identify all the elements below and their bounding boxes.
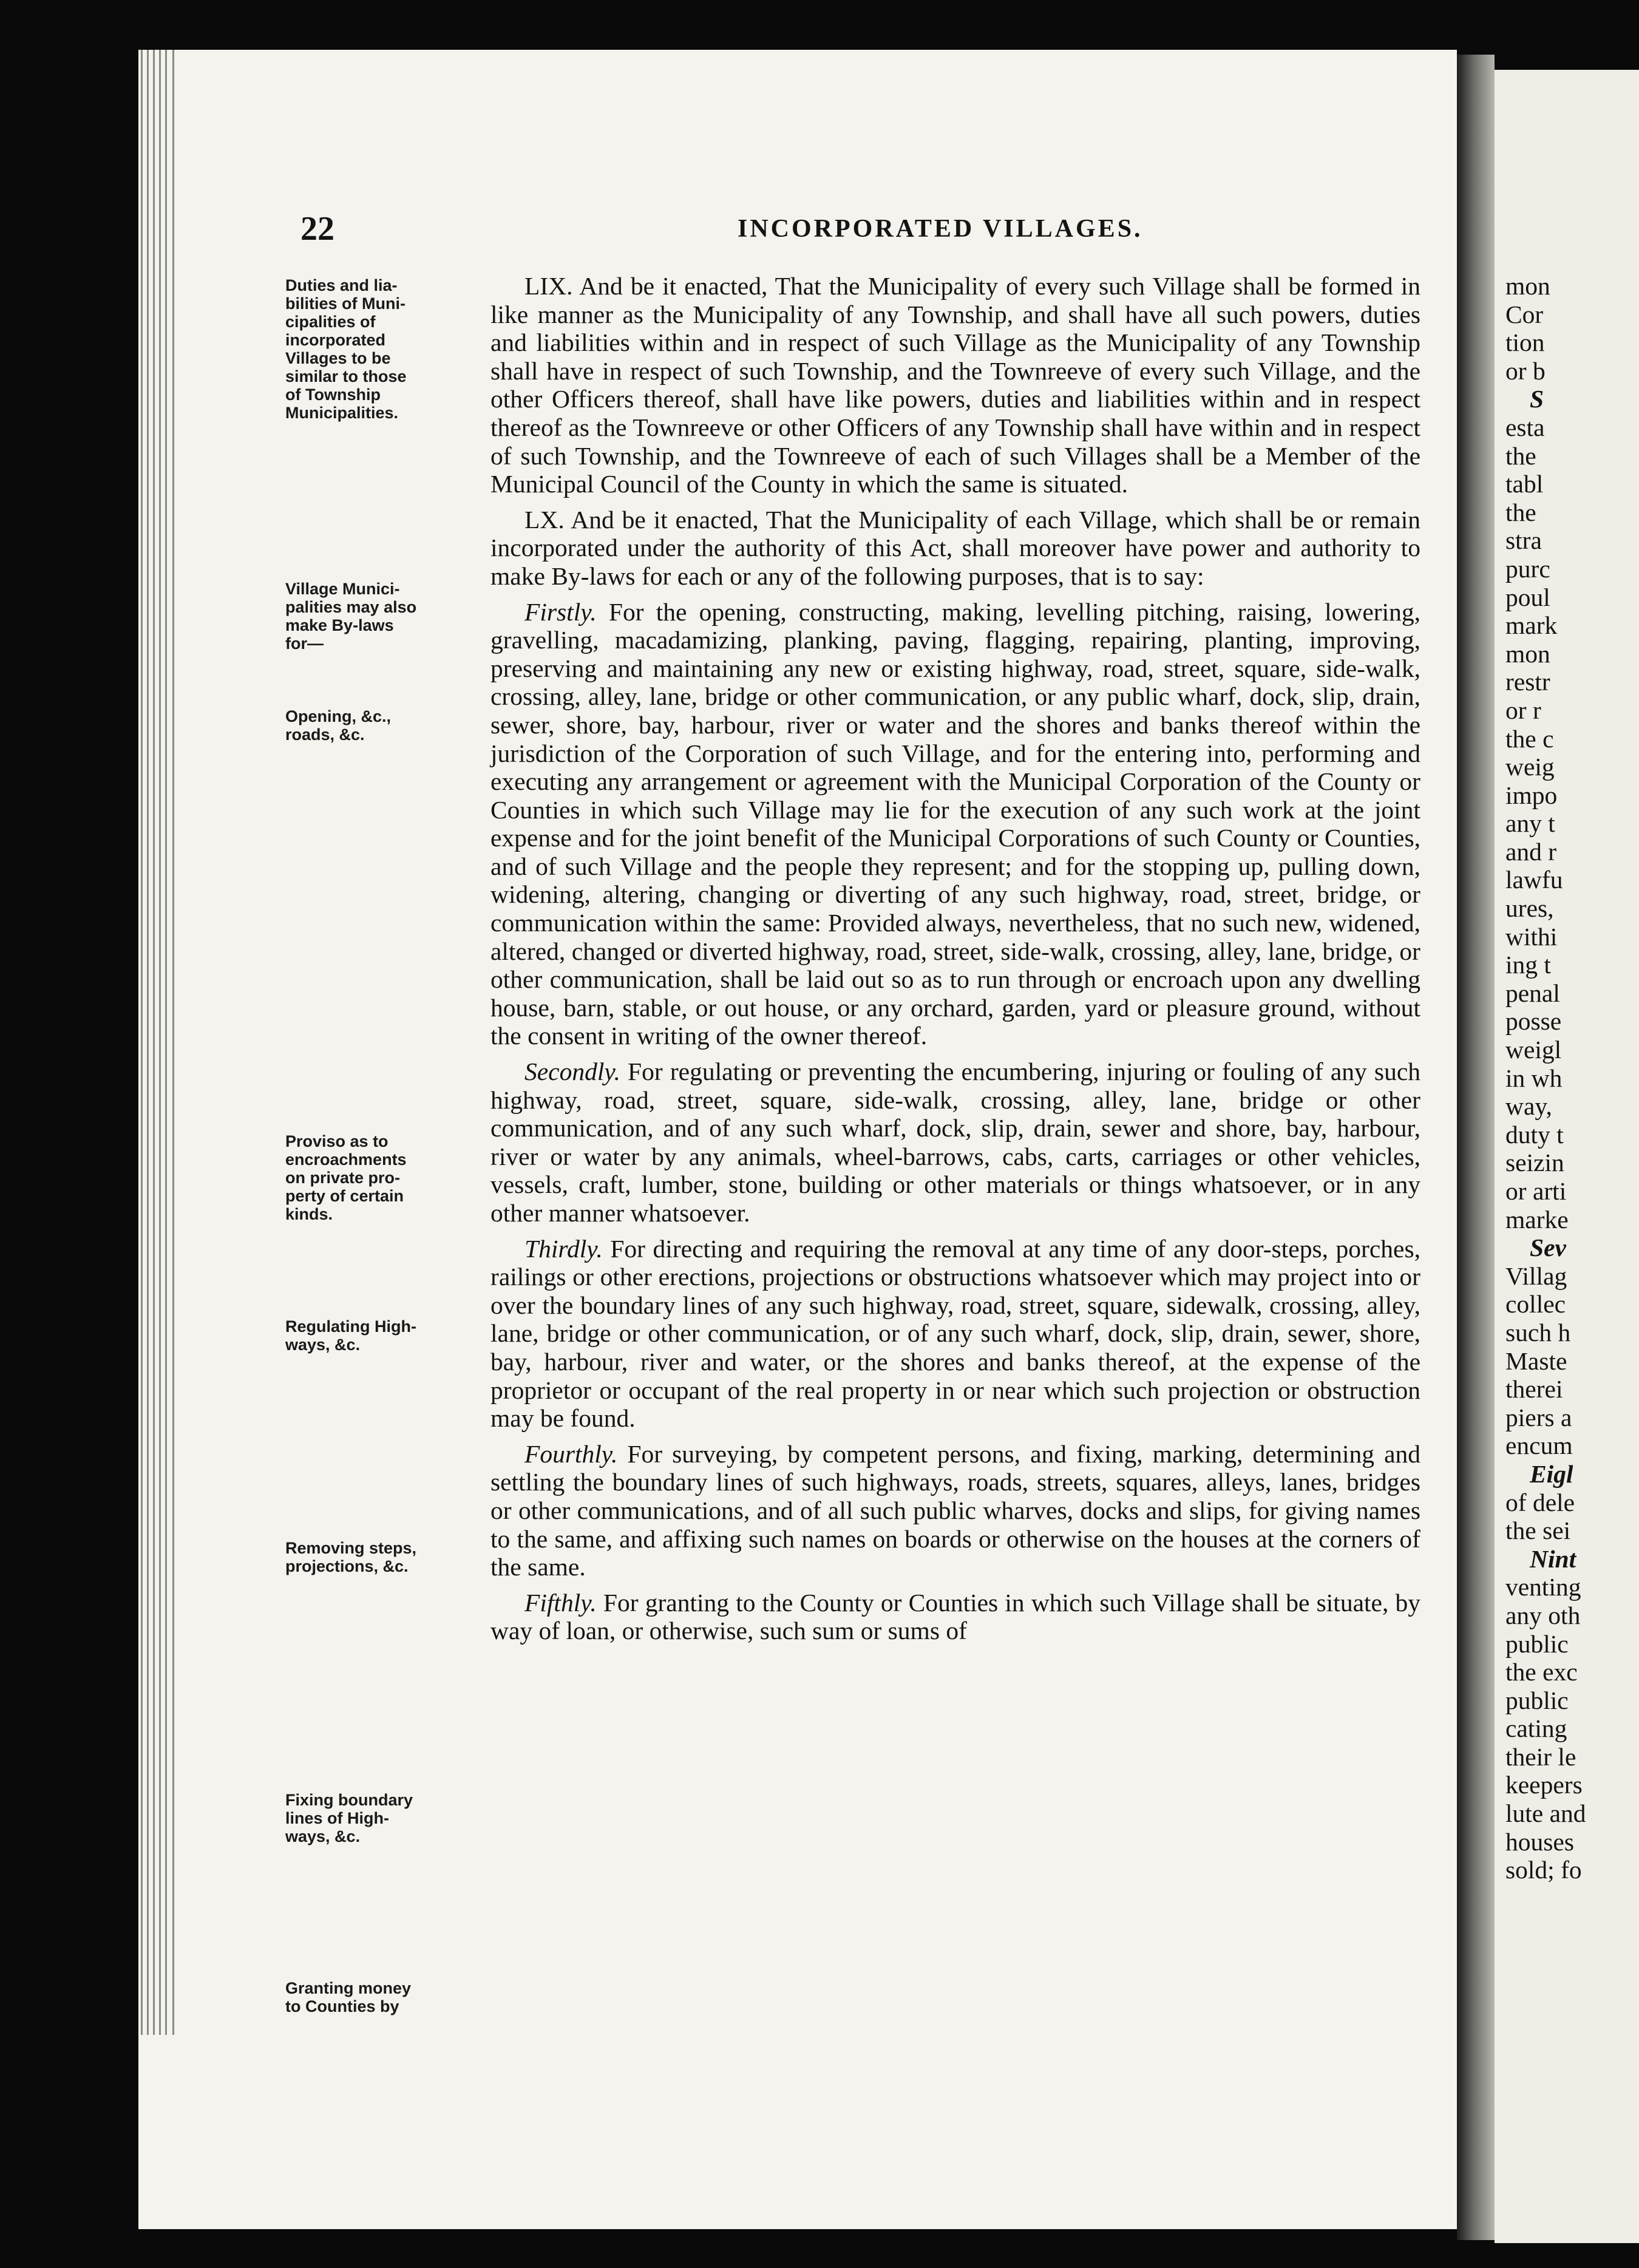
facing-page-line: and r bbox=[1505, 837, 1557, 866]
facing-page-line: encum bbox=[1505, 1431, 1573, 1460]
facing-page-line: weig bbox=[1505, 753, 1555, 781]
facing-page-line: therei bbox=[1505, 1375, 1563, 1404]
facing-page-line: sold; fo bbox=[1505, 1856, 1582, 1884]
margin-note-fixing: Fixing boundary lines of High- ways, &c. bbox=[285, 1791, 413, 1845]
clause-text: For regulating or preventing the encumbering, injuring or fouling of any such highway, road, street, square, side-walk, crossing, alley, lane, bridge or other communication, and of any such wharf, dock, slip, drain, sewer and shore, bay, harbour, river or water by any animals, wheel-barrows, cabs, carts, carriages or other vehicles, vessels, craft, lumber, stone, building or other materials or things whatsoever, or in any other manner whatsoever. bbox=[490, 1058, 1420, 1227]
facing-page-line: Nint bbox=[1530, 1544, 1576, 1573]
facing-page-line: or b bbox=[1505, 356, 1546, 385]
facing-page-line: stra bbox=[1505, 526, 1542, 555]
facing-page-line: S bbox=[1530, 385, 1544, 413]
facing-page-line: posse bbox=[1505, 1007, 1562, 1036]
clause-firstly bbox=[490, 598, 1420, 1051]
facing-page-line: lawfu bbox=[1505, 866, 1563, 894]
facing-page-line: any t bbox=[1505, 809, 1555, 838]
clause-text: For surveying, by competent persons, and fixing, marking, determining and settling the boundary lines of such highways, roads, streets, squares, alleys, lanes, bridges or other communications, and of all such public wharves, docks and slips, for giving names to the same, and affixing such names on boards or otherwise on the houses at the corners of the same. bbox=[490, 1439, 1420, 1581]
clause-lead: Fourthly. bbox=[524, 1439, 618, 1468]
clause-fifthly bbox=[490, 1589, 1420, 1645]
facing-page-line: Villag bbox=[1505, 1261, 1567, 1290]
clause-thirdly bbox=[490, 1235, 1420, 1433]
body-text bbox=[490, 272, 1420, 1652]
facing-page-line: their le bbox=[1505, 1742, 1576, 1771]
facing-page-line: such h bbox=[1505, 1318, 1571, 1346]
facing-page-line: seizin bbox=[1505, 1149, 1564, 1177]
section-lix: LIX. And be it enacted, That the Municipality of every such Village shall be formed in like manner as the Municipality of any Township, and shall have all such powers, duties and liabilities within and in respect of such Village as the Municipality of any Township shall have in respect of such Township, and the Townreeve of every such Village, and the other Officers thereof, shall have like powers, duties and liabilities within and in respect thereof as the Townreeve or other Officers of any Township shall have within and in respect of such Township, and the Townreeve of each of such Villages shall be a Member of the Municipal Council of the County in which the same is situated. bbox=[490, 272, 1420, 498]
facing-page-line: public bbox=[1505, 1686, 1569, 1714]
clause-text: For the opening, constructing, making, levelling pitching, raising, lowering, gravelling, macadamizing, planking, paving, flagging, repairing, planting, improving, preserving and maintaining any new or existing highway, road, street, square, side-walk, crossing, alley, lane, bridge or other communication, or any public wharf, dock, slip, drain, sewer, shore, bay, harbour, river or water and the shores and banks thereof within the jurisdiction of the Corporation of such Village, and for the entering into, performing and executing any arrangement or agreement with the Municipal Corporation of the County or Counties in which such Village may lie for the execution of any such work at the joint expense and for the joint benefit of the Municipal Corporations of such County or Counties, and of such Village and the people they represent; and for the stopping up, pulling down, widening, altering, changing or diverting of any such highway, road, street, bridge, or communication within the same: Provided always, nevertheless, that no such new, widened, altered, changed or diverted highway, road, street, side-walk, crossing, alley, lane, bridge, or other communication, shall be laid out so as to run through or encroach upon any dwelling house, barn, stable, or out house, or any orchard, garden, yard or pleasure ground, without the consent in writing of the owner thereof. bbox=[490, 597, 1420, 1050]
margin-note-bylaws: Village Munici- palities may also make By-laws for— bbox=[285, 580, 417, 653]
margin-note-opening: Opening, &c., roads, &c. bbox=[285, 707, 392, 744]
clause-text: For directing and requiring the removal at any time of any door-steps, porches, railings or other erections, projections or obstructions whatsoever which may project into or over the boundary lines of any such highway, road, street, square, sidewalk, crossing, alley, lane, bridge or other communication, or of any such wharf, dock, slip, drain, sewer, shore, bay, harbour, river and water, or the shores and banks thereof, at the expense of the proprietor or occupant of the real property in or near which such projection or obstruction may be found. bbox=[490, 1234, 1420, 1433]
facing-page-line: the bbox=[1505, 441, 1536, 470]
facing-page-line: keepers bbox=[1505, 1771, 1583, 1799]
facing-page-line: any oth bbox=[1505, 1601, 1581, 1629]
facing-page-line: public bbox=[1505, 1629, 1569, 1658]
clause-fourthly bbox=[490, 1440, 1420, 1581]
facing-page-line: mon bbox=[1505, 639, 1550, 668]
facing-page-line: cating bbox=[1505, 1714, 1567, 1743]
facing-page-line: ures, bbox=[1505, 894, 1554, 923]
margin-note-regulating: Regulating High- ways, &c. bbox=[285, 1317, 416, 1354]
facing-page-line: ing t bbox=[1505, 951, 1551, 979]
facing-page-line: Maste bbox=[1505, 1346, 1567, 1375]
facing-page-line: tion bbox=[1505, 328, 1545, 357]
clause-secondly bbox=[490, 1058, 1420, 1227]
margin-note-duties: Duties and lia- bilities of Muni- cipalities of incorporated Villages to be similar to those of Township Municipalities. bbox=[285, 276, 407, 422]
facing-page-text bbox=[1505, 272, 1639, 1884]
facing-page-line: Sev bbox=[1530, 1234, 1566, 1262]
clause-lead: Fifthly. bbox=[524, 1588, 597, 1617]
facing-page-line: duty t bbox=[1505, 1120, 1564, 1149]
facing-page-line: of dele bbox=[1505, 1488, 1575, 1516]
clause-lead: Firstly. bbox=[524, 597, 597, 626]
facing-page-line: weigl bbox=[1505, 1036, 1562, 1064]
page-edges bbox=[141, 50, 183, 2035]
facing-page-line: way, bbox=[1505, 1092, 1552, 1121]
facing-page-line: marke bbox=[1505, 1205, 1569, 1234]
facing-page-line: mark bbox=[1505, 611, 1558, 640]
facing-page-line: poul bbox=[1505, 583, 1550, 611]
facing-page-line: mon bbox=[1505, 272, 1550, 300]
facing-page-line: the c bbox=[1505, 724, 1554, 753]
facing-page-line: houses bbox=[1505, 1827, 1574, 1856]
facing-page-line: piers a bbox=[1505, 1403, 1572, 1431]
facing-page-line: penal bbox=[1505, 979, 1560, 1007]
facing-page-line: the bbox=[1505, 498, 1536, 526]
facing-page-line: Eigl bbox=[1530, 1459, 1573, 1488]
running-head: INCORPORATED VILLAGES. bbox=[738, 215, 1143, 243]
facing-page-line: restr bbox=[1505, 668, 1550, 696]
clause-lead: Secondly. bbox=[524, 1058, 620, 1086]
facing-page-line: esta bbox=[1505, 413, 1545, 441]
margin-note-proviso: Proviso as to encroachments on private pro- perty of certain kinds. bbox=[285, 1132, 407, 1223]
facing-page-line: in wh bbox=[1505, 1064, 1563, 1092]
facing-page-line: or r bbox=[1505, 696, 1541, 724]
page-number: 22 bbox=[300, 210, 334, 248]
page-header bbox=[300, 209, 1442, 258]
book-gutter bbox=[1457, 55, 1495, 2240]
facing-page-line: or arti bbox=[1505, 1177, 1567, 1205]
facing-page-line: withi bbox=[1505, 922, 1558, 951]
margin-note-granting: Granting money to Counties by bbox=[285, 1979, 412, 2015]
facing-page-line: purc bbox=[1505, 554, 1550, 583]
facing-page-line: tabl bbox=[1505, 470, 1544, 498]
facing-page-line: lute and bbox=[1505, 1799, 1586, 1828]
clause-lead: Thirdly. bbox=[524, 1234, 603, 1263]
facing-page-line: collec bbox=[1505, 1290, 1566, 1319]
facing-page-line: Cor bbox=[1505, 300, 1544, 328]
facing-page-line: the sei bbox=[1505, 1516, 1571, 1545]
facing-page-line: impo bbox=[1505, 781, 1558, 809]
section-lx: LX. And be it enacted, That the Municipality of each Village, which shall be or remain incorporated under the authority of this Act, shall moreover have power and authority to make By-laws for each or any of the following purposes, that is to say: bbox=[490, 505, 1420, 590]
facing-page-line: the exc bbox=[1505, 1658, 1578, 1686]
margin-note-removing: Removing steps, projections, &c. bbox=[285, 1539, 417, 1575]
facing-page-line: venting bbox=[1505, 1573, 1581, 1601]
clause-text: For granting to the County or Counties in which such Village shall be situate, by way of loan, or otherwise, such sum or sums of bbox=[490, 1588, 1420, 1645]
